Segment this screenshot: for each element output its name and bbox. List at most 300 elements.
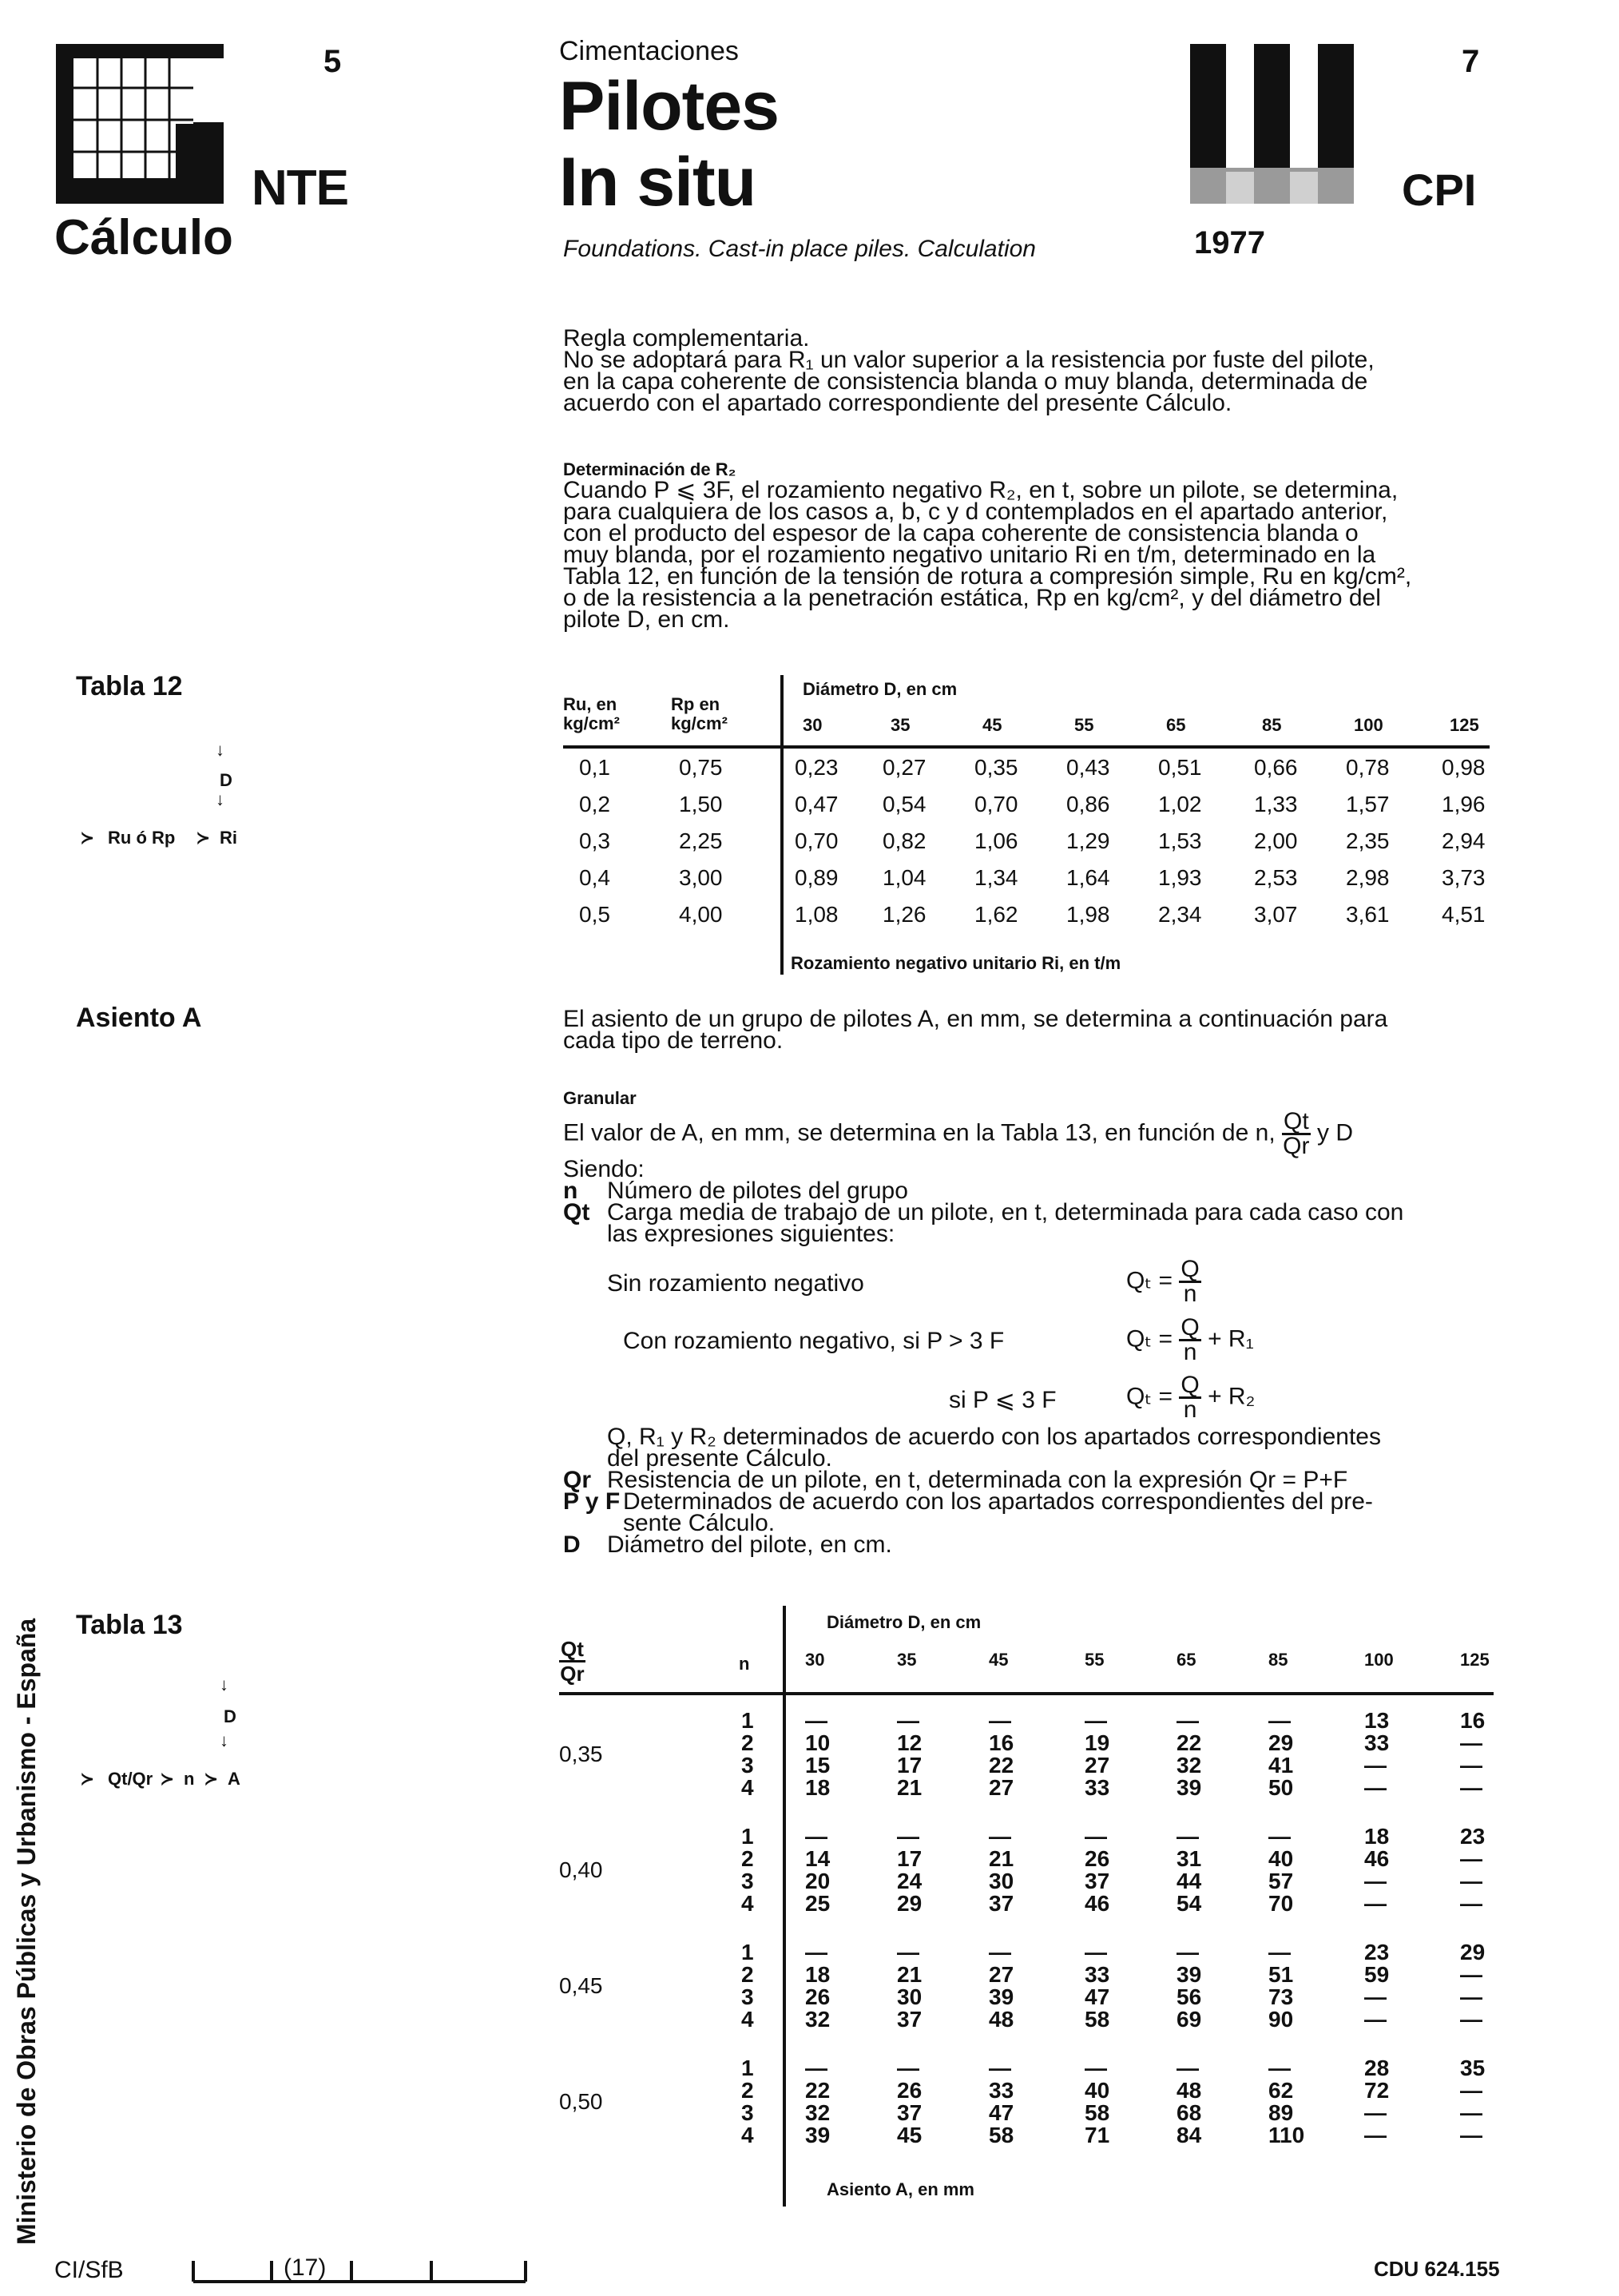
case1-formula — [1126, 1258, 1201, 1305]
asiento-label: Asiento A — [76, 1003, 202, 1033]
tabla12-diagram-right: Ri — [220, 828, 237, 848]
tabla12-value-cell: 1,26 — [883, 902, 927, 927]
tabla13-horizontal-rule — [559, 1692, 1494, 1695]
tabla13-n-cell: 3 — [741, 1984, 754, 2009]
tabla12-diameter-header: 45 — [982, 715, 1002, 735]
tabla13-value-cell: 20 — [805, 1869, 831, 1893]
tabla13-value-cell: 40 — [1268, 1846, 1294, 1871]
tabla13-value-cell: — — [805, 1824, 827, 1849]
tabla13-diam-header: Diámetro D, en cm — [827, 1612, 982, 1632]
tabla13-diameter-header: 55 — [1085, 1650, 1105, 1670]
tabla13-ratio-den: Qr — [560, 1662, 585, 1686]
tabla13-value-cell: 68 — [1177, 2100, 1202, 2125]
tabla12-footer: Rozamiento negativo unitario Ri, en t/m — [791, 953, 1121, 973]
tabla13-value-cell: 58 — [1085, 2007, 1110, 2032]
tabla13-value-cell: — — [1460, 2100, 1482, 2125]
tabla13-value-cell: 48 — [989, 2007, 1014, 2032]
tabla12-value-cell: 2,53 — [1254, 865, 1298, 890]
tabla13-value-cell: — — [1177, 1824, 1199, 1849]
tabla12-ru-cell: 0,2 — [579, 792, 610, 816]
tabla12-ru-cell: 0,5 — [579, 902, 610, 927]
def-n-text: Número de pilotes del grupo — [607, 1178, 908, 1204]
tabla13-diagram-mid: n — [184, 1769, 195, 1789]
tabla13-value-cell: — — [897, 1824, 919, 1849]
granular-text: El valor de A, en mm, se determina en la Tabla 13, en función de n, — [563, 1119, 1276, 1146]
tabla13-value-cell: — — [1364, 2123, 1387, 2147]
tabla13-value-cell: 23 — [1460, 1824, 1486, 1849]
tabla12-rp-cell: 2,25 — [679, 828, 723, 853]
formula-num: Q — [1181, 1314, 1200, 1341]
tabla13-value-cell: 39 — [1177, 1775, 1202, 1800]
arrow-down-icon: ↓ — [216, 789, 224, 809]
tabla12-diameter-header: 100 — [1354, 715, 1383, 735]
tabla13-value-cell: 50 — [1268, 1775, 1294, 1800]
tabla12-value-cell: 2,94 — [1442, 828, 1486, 853]
def-d-text: Diámetro del pilote, en cm. — [607, 1531, 892, 1558]
tabla13-value-cell: — — [805, 1940, 827, 1964]
tabla13-value-cell: — — [1268, 1708, 1291, 1733]
tabla12-value-cell: 0,89 — [795, 865, 839, 890]
tabla12-value-cell: 0,86 — [1066, 792, 1110, 816]
nte-logo — [56, 44, 224, 204]
page-number-right: 7 — [1462, 44, 1480, 79]
tabla13-value-cell: — — [1085, 1940, 1107, 1964]
tabla13-value-cell: 44 — [1177, 1869, 1202, 1893]
tabla12-value-cell: 1,64 — [1066, 865, 1110, 890]
tabla13-value-cell: 14 — [805, 1846, 831, 1871]
tabla13-value-cell: — — [1364, 1984, 1387, 2009]
tabla13-value-cell: — — [897, 1940, 919, 1964]
tabla13-value-cell: 39 — [989, 1984, 1014, 2009]
tabla13-value-cell: — — [989, 2056, 1011, 2080]
tabla12-value-cell: 2,34 — [1158, 902, 1202, 927]
footer-code: (17) — [284, 2254, 327, 2281]
tabla12-value-cell: 0,35 — [974, 755, 1018, 780]
tabla13-value-cell: 110 — [1268, 2123, 1305, 2147]
tabla12-value-cell: 0,66 — [1254, 755, 1298, 780]
tabla13-value-cell: — — [1460, 1891, 1482, 1916]
tabla13-value-cell: 32 — [805, 2100, 831, 2125]
def-qr-symbol: Qr — [563, 1467, 592, 1493]
tabla13-n-cell: 4 — [741, 1775, 754, 1800]
tabla12-value-cell: 2,35 — [1346, 828, 1390, 853]
tabla12-label: Tabla 12 — [76, 671, 183, 701]
tabla13-ratio-num: Qt — [561, 1637, 584, 1661]
tabla13-value-cell: 51 — [1268, 1962, 1294, 1987]
tabla12-value-cell: 1,93 — [1158, 865, 1202, 890]
tabla12-diagram-d: D — [220, 770, 232, 790]
tabla12-value-cell: 0,70 — [974, 792, 1018, 816]
tabla13-value-cell: — — [1460, 1753, 1482, 1778]
arrow-down-icon: ↓ — [220, 1674, 228, 1694]
tabla13-value-cell: 12 — [897, 1730, 923, 1755]
tabla13-value-cell: — — [1364, 1869, 1387, 1893]
tabla13-value-cell: 46 — [1085, 1891, 1110, 1916]
tabla13-value-cell: — — [989, 1940, 1011, 1964]
granular-heading: Granular — [563, 1088, 637, 1108]
formula-plus-r1: + R₁ — [1208, 1325, 1254, 1353]
tabla13-value-cell: 54 — [1177, 1891, 1202, 1916]
tabla12-horizontal-rule — [563, 745, 1490, 749]
note-qr: Q, R₁ y R₂ determinados de acuerdo con los apartados correspondientes del presente Cálculo. — [607, 1424, 1381, 1472]
tabla12-value-cell: 0,43 — [1066, 755, 1110, 780]
tabla12-value-cell: 0,27 — [883, 755, 927, 780]
tabla12-diameter-header: 30 — [803, 715, 823, 735]
section-title: Cimentaciones — [559, 36, 739, 66]
formula-den: n — [1183, 1339, 1197, 1365]
tabla13-n-cell: 1 — [741, 1708, 754, 1733]
tabla13-value-cell: 25 — [805, 1891, 831, 1916]
tabla13-value-cell: — — [1460, 2007, 1482, 2032]
granular-frac-den: Qr — [1283, 1133, 1310, 1159]
tabla12-value-cell: 0,23 — [795, 755, 839, 780]
tabla13-n-cell: 4 — [741, 2123, 754, 2147]
tabla13-value-cell: 33 — [989, 2078, 1014, 2103]
formula-plus-r2: + R₂ — [1208, 1383, 1256, 1410]
tabla13-value-cell: 16 — [1460, 1708, 1486, 1733]
footer-cisfb: CI/SfB — [54, 2257, 124, 2283]
tabla13-value-cell: 10 — [805, 1730, 831, 1755]
tabla13-value-cell: 26 — [897, 2078, 923, 2103]
tabla12-value-cell: 3,07 — [1254, 902, 1298, 927]
page-title-line1: Pilotes — [559, 68, 779, 145]
tabla13-value-cell: 23 — [1364, 1940, 1390, 1964]
footer-cdu: CDU 624.155 — [1374, 2257, 1500, 2281]
tabla13-value-cell: — — [1085, 1824, 1107, 1849]
tabla13-value-cell: 69 — [1177, 2007, 1202, 2032]
tabla13-value-cell: 18 — [1364, 1824, 1390, 1849]
tabla12-value-cell: 0,82 — [883, 828, 927, 853]
arrow-right-icon: ≻ — [160, 1769, 175, 1789]
granular-tail: y D — [1317, 1119, 1354, 1146]
tabla13-diameter-header: 85 — [1268, 1650, 1288, 1670]
tabla12-value-cell: 1,34 — [974, 865, 1018, 890]
tabla13-value-cell: 32 — [1177, 1753, 1202, 1778]
page-subtitle: Foundations. Cast-in place piles. Calculation — [563, 236, 1036, 262]
tabla13-value-cell: 33 — [1085, 1962, 1110, 1987]
tabla13-ratio-cell: 0,50 — [559, 2089, 603, 2114]
cpi-logo — [1190, 44, 1358, 212]
tabla13-value-cell: 90 — [1268, 2007, 1294, 2032]
case2-label: Con rozamiento negativo, si P > 3 F — [623, 1328, 1005, 1354]
arrow-right-icon: ≻ — [80, 828, 95, 848]
formula-num: Q — [1181, 1256, 1200, 1282]
arrow-down-icon: ↓ — [220, 1730, 228, 1750]
def-qr-text: Resistencia de un pilote, en t, determinada con la expresión Qr = P+F — [607, 1467, 1348, 1493]
def-qt-text: Carga media de trabajo de un pilote, en t, determinada para cada caso con las expresiones siguientes: — [607, 1199, 1404, 1247]
formula-lhs: Qₜ = — [1126, 1325, 1173, 1353]
tabla13-value-cell: 37 — [897, 2007, 923, 2032]
tabla12-value-cell: 0,51 — [1158, 755, 1202, 780]
tabla13-diagram-left: Qt/Qr — [108, 1769, 153, 1789]
tabla13-value-cell: — — [1268, 1824, 1291, 1849]
tabla12-col-ru: Ru, en kg/cm² — [563, 694, 620, 733]
tabla13-value-cell: — — [1460, 2078, 1482, 2103]
tabla13-value-cell: — — [1460, 2123, 1482, 2147]
tabla13-col-n: n — [739, 1654, 750, 1674]
tabla13-value-cell: — — [1364, 1775, 1387, 1800]
tabla13-value-cell: — — [1460, 1846, 1482, 1871]
tabla13-n-cell: 3 — [741, 1753, 754, 1778]
tabla13-value-cell: 39 — [805, 2123, 831, 2147]
tabla13-value-cell: — — [989, 1824, 1011, 1849]
tabla12-value-cell: 4,51 — [1442, 902, 1486, 927]
tabla13-value-cell: — — [1177, 1940, 1199, 1964]
tabla12-ru-cell: 0,1 — [579, 755, 610, 780]
tabla13-n-cell: 2 — [741, 1846, 754, 1871]
tabla13-value-cell: 26 — [805, 1984, 831, 2009]
tabla12-ru-cell: 0,3 — [579, 828, 610, 853]
tabla13-diameter-header: 30 — [805, 1650, 825, 1670]
tabla13-diagram-d: D — [224, 1706, 236, 1726]
calculo-label: Cálculo — [54, 210, 233, 265]
tabla13-diagram — [76, 1674, 284, 1801]
tabla13-value-cell: 27 — [989, 1962, 1014, 1987]
tabla13-n-cell: 2 — [741, 1962, 754, 1987]
tabla13-value-cell: 37 — [989, 1891, 1014, 1916]
arrow-right-icon: ≻ — [80, 1769, 95, 1789]
tabla13-diameter-header: 125 — [1460, 1650, 1490, 1670]
footer-code-box — [192, 2253, 527, 2285]
tabla13-footer: Asiento A, en mm — [827, 2179, 974, 2199]
tabla12-value-cell: 3,73 — [1442, 865, 1486, 890]
regla-heading: Regla complementaria. — [563, 325, 810, 352]
tabla13-n-cell: 2 — [741, 2078, 754, 2103]
formula-den: n — [1183, 1396, 1197, 1423]
tabla13-value-cell: 48 — [1177, 2078, 1202, 2103]
arrow-down-icon: ↓ — [216, 740, 224, 760]
tabla12-value-cell: 1,08 — [795, 902, 839, 927]
tabla12-value-cell: 1,29 — [1066, 828, 1110, 853]
granular-line — [563, 1110, 1561, 1158]
tabla13-value-cell: 45 — [897, 2123, 923, 2147]
tabla13-value-cell: 21 — [897, 1775, 923, 1800]
tabla13-value-cell: 37 — [897, 2100, 923, 2125]
tabla12-rp-cell: 4,00 — [679, 902, 723, 927]
tabla12-diameter-header: 65 — [1166, 715, 1186, 735]
tabla13-value-cell: — — [989, 1708, 1011, 1733]
tabla13-value-cell: 39 — [1177, 1962, 1202, 1987]
tabla13-value-cell: — — [897, 1708, 919, 1733]
determinacion-heading: Determinación de R₂ — [563, 459, 736, 479]
tabla13-value-cell: 41 — [1268, 1753, 1294, 1778]
tabla13-n-cell: 4 — [741, 2007, 754, 2032]
arrow-right-icon: ≻ — [196, 828, 211, 848]
tabla13-ratio-cell: 0,45 — [559, 1973, 603, 1998]
tabla13-value-cell: 33 — [1364, 1730, 1390, 1755]
tabla13-value-cell: 21 — [989, 1846, 1014, 1871]
tabla13-value-cell: 26 — [1085, 1846, 1110, 1871]
tabla13-value-cell: — — [1460, 1984, 1482, 2009]
tabla12-value-cell: 0,70 — [795, 828, 839, 853]
tabla13-value-cell: 33 — [1085, 1775, 1110, 1800]
tabla13-value-cell: — — [1364, 1891, 1387, 1916]
def-pf-symbol: P y F — [563, 1488, 621, 1515]
tabla13-value-cell: — — [1268, 1940, 1291, 1964]
tabla13-value-cell: 47 — [989, 2100, 1014, 2125]
nte-label: NTE — [252, 161, 348, 216]
tabla13-value-cell: 62 — [1268, 2078, 1294, 2103]
tabla13-value-cell: — — [1085, 2056, 1107, 2080]
tabla12-value-cell: 2,98 — [1346, 865, 1390, 890]
tabla13-value-cell: 24 — [897, 1869, 923, 1893]
formula-lhs: Qₜ = — [1126, 1383, 1173, 1410]
arrow-right-icon: ≻ — [204, 1769, 219, 1789]
tabla13-n-cell: 3 — [741, 1869, 754, 1893]
publication-year: 1977 — [1194, 225, 1265, 260]
tabla13-value-cell: 46 — [1364, 1846, 1390, 1871]
tabla13-value-cell: 37 — [1085, 1869, 1110, 1893]
tabla13-value-cell: 58 — [989, 2123, 1014, 2147]
tabla12-value-cell: 1,96 — [1442, 792, 1486, 816]
tabla12-rp-cell: 0,75 — [679, 755, 723, 780]
tabla13-value-cell: 29 — [1268, 1730, 1294, 1755]
tabla13-value-cell: — — [1460, 1730, 1482, 1755]
def-n-symbol: n — [563, 1178, 578, 1204]
tabla13-value-cell: 47 — [1085, 1984, 1110, 2009]
tabla13-value-cell: — — [1085, 1708, 1107, 1733]
tabla13-value-cell: — — [1460, 1962, 1482, 1987]
tabla13-value-cell: 32 — [805, 2007, 831, 2032]
tabla13-value-cell: 27 — [989, 1775, 1014, 1800]
tabla12 — [563, 675, 1490, 979]
tabla12-col-rp: Rp en kg/cm² — [671, 694, 728, 733]
tabla13-n-cell: 1 — [741, 1940, 754, 1964]
formula-den: n — [1183, 1281, 1197, 1307]
tabla12-diam-header: Diámetro D, en cm — [803, 679, 958, 699]
tabla12-value-cell: 3,61 — [1346, 902, 1390, 927]
formula-num: Q — [1181, 1372, 1200, 1398]
tabla13-ratio-cell: 0,35 — [559, 1742, 603, 1766]
tabla13-value-cell: 29 — [897, 1891, 923, 1916]
page-number-left: 5 — [323, 44, 342, 79]
tabla12-value-cell: 1,62 — [974, 902, 1018, 927]
ministerio-vertical-text: Ministerio de Obras Públicas y Urbanismo - España — [12, 1618, 41, 2245]
def-qt-symbol: Qt — [563, 1199, 590, 1225]
tabla12-value-cell: 1,53 — [1158, 828, 1202, 853]
tabla13-value-cell: 18 — [805, 1962, 831, 1987]
tabla12-diagram — [76, 739, 284, 859]
tabla12-value-cell: 0,98 — [1442, 755, 1486, 780]
tabla13-value-cell: 40 — [1085, 2078, 1110, 2103]
tabla13-value-cell: 22 — [805, 2078, 831, 2103]
tabla13-value-cell: 28 — [1364, 2056, 1390, 2080]
case1-label: Sin rozamiento negativo — [607, 1270, 864, 1297]
tabla13-diameter-header: 45 — [989, 1650, 1009, 1670]
tabla13-value-cell: 35 — [1460, 2056, 1486, 2080]
granular-fraction — [1282, 1110, 1311, 1158]
tabla13-n-cell: 3 — [741, 2100, 754, 2125]
tabla13-value-cell: 19 — [1085, 1730, 1110, 1755]
tabla13-col-ratio — [559, 1638, 585, 1685]
tabla13-n-cell: 4 — [741, 1891, 754, 1916]
tabla13-value-cell: 22 — [1177, 1730, 1202, 1755]
case2-formula — [1126, 1314, 1254, 1365]
tabla13-value-cell: 13 — [1364, 1708, 1390, 1733]
tabla12-rp-cell: 3,00 — [679, 865, 723, 890]
tabla13-value-cell: — — [1177, 1708, 1199, 1733]
tabla13-value-cell: 72 — [1364, 2078, 1390, 2103]
tabla13-value-cell: 71 — [1085, 2123, 1110, 2147]
case3-label: si P ⩽ 3 F — [949, 1387, 1057, 1413]
tabla12-diameter-header: 35 — [891, 715, 911, 735]
def-d-symbol: D — [563, 1531, 581, 1558]
tabla13-value-cell: 57 — [1268, 1869, 1294, 1893]
tabla13-value-cell: — — [1364, 2007, 1387, 2032]
tabla13-value-cell: 58 — [1085, 2100, 1110, 2125]
determinacion-text: Cuando P ⩽ 3F, el rozamiento negativo R₂, en t, sobre un pilote, se determina, para cualquiera de los casos a, b, c y d contemplados en el apartado anterior, con el producto del espesor de la capa coherente de consistencia blanda o muy blanda, por el rozamiento negativo unitario Ri en t/m, determinado en la Tabla 12, en función de la tensión de rotura a compresión simple, Ru en kg/cm², o de la resistencia a la penetración estática, Rp en kg/cm², y del diámetro del pilote D, en cm. — [563, 477, 1412, 633]
asiento-intro: El asiento de un grupo de pilotes A, en mm, se determina a continuación para cada tipo de terreno. — [563, 1006, 1388, 1054]
tabla13-diameter-header: 35 — [897, 1650, 917, 1670]
tabla12-value-cell: 2,00 — [1254, 828, 1298, 853]
def-pf-text: Determinados de acuerdo con los apartados correspondientes del pre- sente Cálculo. — [623, 1488, 1373, 1536]
tabla12-value-cell: 0,47 — [795, 792, 839, 816]
formula-lhs: Qₜ = — [1126, 1267, 1173, 1294]
tabla13-value-cell: 17 — [897, 1846, 923, 1871]
tabla13-n-cell: 1 — [741, 2056, 754, 2080]
tabla13-value-cell: 30 — [989, 1869, 1014, 1893]
tabla13-value-cell: 27 — [1085, 1753, 1110, 1778]
tabla13-value-cell: — — [1460, 1775, 1482, 1800]
regla-text: No se adoptará para R₁ un valor superior a la resistencia por fuste del pilote, en la capa coherente de consistencia blanda o muy blanda, determinada de acuerdo con el apartado correspondiente del presente Cálculo. — [563, 347, 1375, 416]
tabla13-value-cell: 15 — [805, 1753, 831, 1778]
tabla13-value-cell: — — [805, 2056, 827, 2080]
tabla12-value-cell: 1,33 — [1254, 792, 1298, 816]
tabla12-diameter-header: 55 — [1074, 715, 1094, 735]
tabla12-value-cell: 1,06 — [974, 828, 1018, 853]
tabla12-diameter-header: 85 — [1262, 715, 1282, 735]
tabla13-value-cell: 16 — [989, 1730, 1014, 1755]
tabla13-n-cell: 1 — [741, 1824, 754, 1849]
tabla13-value-cell: 73 — [1268, 1984, 1294, 2009]
case3-formula — [1126, 1374, 1255, 1421]
tabla13-value-cell: 59 — [1364, 1962, 1390, 1987]
tabla13-value-cell: 30 — [897, 1984, 923, 2009]
tabla13-ratio-cell: 0,40 — [559, 1857, 603, 1882]
tabla12-diagram-left: Ru ó Rp — [108, 828, 176, 848]
tabla13-value-cell: 22 — [989, 1753, 1014, 1778]
tabla13-value-cell: — — [1364, 2100, 1387, 2125]
tabla13 — [559, 1606, 1494, 2213]
tabla13-value-cell: — — [1268, 2056, 1291, 2080]
tabla13-value-cell: — — [1364, 1753, 1387, 1778]
tabla12-diameter-header: 125 — [1450, 715, 1479, 735]
tabla13-diameter-header: 100 — [1364, 1650, 1394, 1670]
tabla13-value-cell: 70 — [1268, 1891, 1294, 1916]
tabla13-value-cell: 29 — [1460, 1940, 1486, 1964]
tabla12-value-cell: 1,04 — [883, 865, 927, 890]
tabla12-value-cell: 0,78 — [1346, 755, 1390, 780]
tabla13-value-cell: — — [1460, 1869, 1482, 1893]
tabla12-ru-cell: 0,4 — [579, 865, 610, 890]
tabla12-value-cell: 1,57 — [1346, 792, 1390, 816]
tabla13-value-cell: 17 — [897, 1753, 923, 1778]
tabla13-value-cell: — — [897, 2056, 919, 2080]
tabla12-rp-cell: 1,50 — [679, 792, 723, 816]
tabla13-value-cell: 31 — [1177, 1846, 1202, 1871]
tabla13-value-cell: 21 — [897, 1962, 923, 1987]
tabla13-value-cell: 89 — [1268, 2100, 1294, 2125]
tabla13-diagram-right: A — [228, 1769, 240, 1789]
siendo-label: Siendo: — [563, 1156, 645, 1182]
tabla13-n-cell: 2 — [741, 1730, 754, 1755]
tabla13-value-cell: 56 — [1177, 1984, 1202, 2009]
granular-frac-num: Qt — [1284, 1108, 1309, 1134]
page-title-line2: In situ — [559, 144, 756, 220]
tabla13-value-cell: 18 — [805, 1775, 831, 1800]
tabla13-value-cell: — — [1177, 2056, 1199, 2080]
tabla13-value-cell: 84 — [1177, 2123, 1202, 2147]
